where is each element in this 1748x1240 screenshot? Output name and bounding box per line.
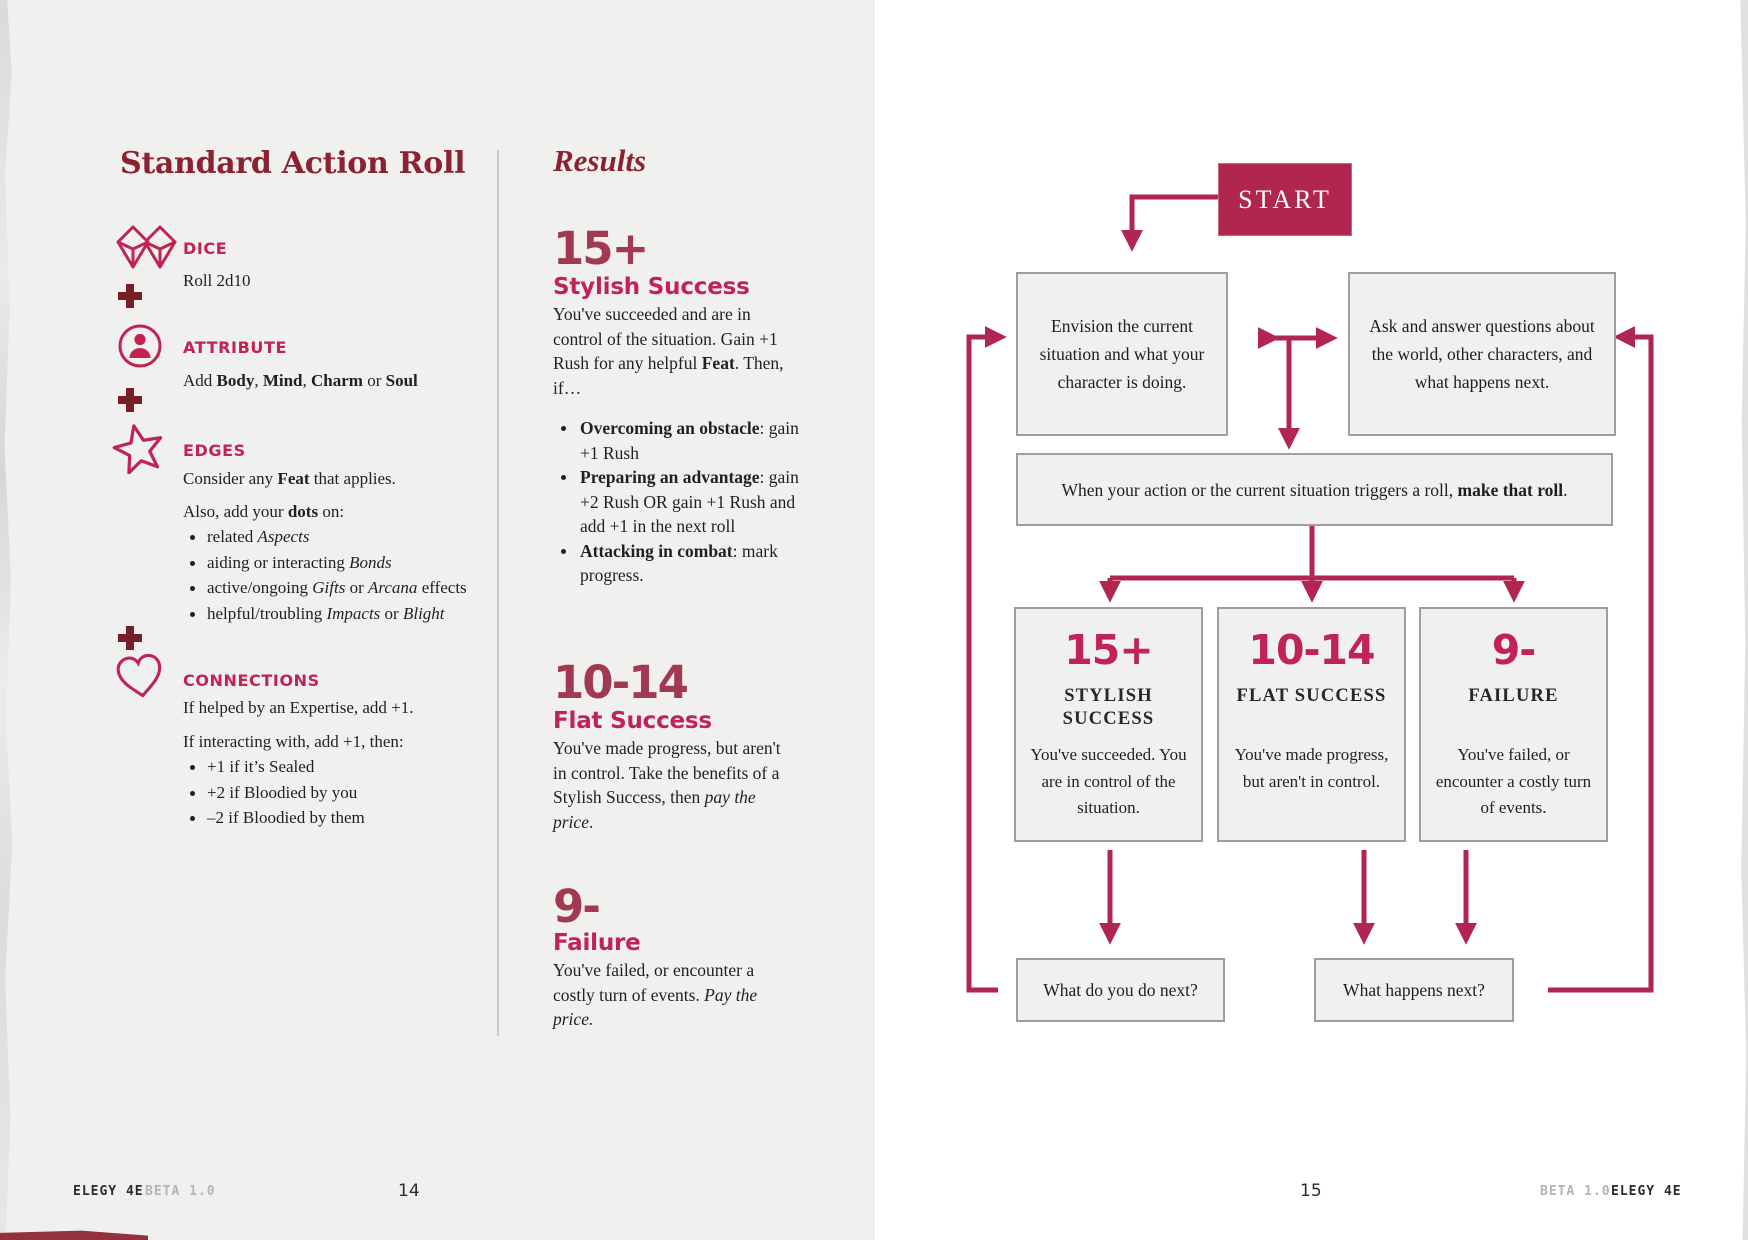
text-run: or — [345, 578, 369, 597]
heart-icon — [114, 653, 166, 701]
text-run: Aspects — [257, 527, 310, 546]
list-item — [553, 465, 803, 539]
list-item — [183, 524, 467, 550]
result-15-name: Stylish Success — [553, 274, 750, 300]
text-run: . — [588, 811, 594, 832]
result-10-body — [553, 736, 797, 834]
text-run: When your action or the current situation triggers a roll, — [1061, 479, 1458, 500]
result-9-body — [553, 958, 797, 1032]
outcome-number: 9- — [1491, 626, 1536, 674]
flow-outcome-failure-box — [1419, 607, 1608, 842]
connections-label: CONNECTIONS — [183, 671, 320, 690]
text-run: You've succeeded and are in control of the situation. Gain +1 Rush for any helpful — [553, 304, 778, 373]
flow-ask-text: Ask and answer questions about the world, other characters, and what happens next. — [1369, 316, 1595, 392]
text-run: Overcoming an obstacle — [580, 418, 760, 438]
flow-envision-text: Envision the current situation and what your character is doing. — [1039, 316, 1205, 392]
text-run: You've made progress, but aren't in control. Take the benefits of a Stylish Success, then — [553, 738, 781, 807]
page-title: Standard Action Roll — [120, 146, 466, 181]
result-10-number: 10-14 — [553, 656, 687, 709]
text-run: Bonds — [349, 552, 392, 572]
outcome-name: STYLISH SUCCESS — [1062, 686, 1155, 729]
text-run: helpful/troubling — [207, 603, 327, 623]
text-run: . Then, if… — [553, 353, 784, 398]
connections-p2: If interacting with, add +1, then: — [183, 732, 404, 751]
result-15-body — [553, 302, 797, 400]
list-item: +1 if it’s Sealed — [183, 754, 365, 780]
text-run: Pay the price. — [553, 984, 758, 1029]
connections-bullets — [183, 754, 365, 831]
text-run: Blight — [402, 603, 445, 623]
result-15-bullets — [553, 416, 803, 588]
text-run: active/ongoing — [207, 578, 313, 597]
text-run: Arcana — [368, 578, 418, 597]
outcome-number: 10-14 — [1248, 626, 1375, 674]
page-right — [875, 0, 1748, 1240]
list-item: +2 if Bloodied by you — [183, 780, 365, 806]
footer-beta: BETA 1.0 — [145, 1184, 216, 1199]
list-item — [553, 539, 803, 588]
loop-left-to-envision — [969, 337, 998, 990]
flow-next-player-text: What do you do next? — [1043, 980, 1198, 1000]
list-item — [553, 416, 803, 465]
text-run: or — [380, 603, 403, 623]
text-run: Also, add your — [183, 502, 288, 521]
edges-p2 — [183, 499, 344, 524]
flow-ask-box — [1348, 272, 1616, 436]
flow-start-box: START — [1218, 163, 1352, 236]
outcome-body: You've failed, or encounter a costly turn of events. — [1435, 745, 1592, 817]
result-9-name: Failure — [553, 930, 641, 956]
text-run: Body — [216, 371, 255, 390]
arrow-start-to-envision — [1132, 197, 1218, 232]
flow-next-world-box — [1314, 958, 1514, 1022]
flow-envision-box — [1016, 272, 1228, 436]
text-run: Feat — [277, 469, 310, 488]
text-run: or — [362, 371, 386, 390]
star-icon — [112, 422, 166, 474]
text-run: Impacts — [326, 603, 381, 623]
outcome-name: FAILURE — [1468, 686, 1559, 706]
text-run: Attacking in combat — [580, 540, 733, 561]
list-item: –2 if Bloodied by them — [183, 805, 365, 831]
plus-icon — [118, 388, 142, 412]
results-heading: Results — [553, 143, 647, 178]
page-number-right: 15 — [1300, 1181, 1322, 1201]
outcome-name: FLAT SUCCESS — [1236, 686, 1387, 706]
outcome-body: You've made progress, but aren't in control. — [1234, 745, 1389, 791]
text-run: : gain +2 Rush OR gain +1 Rush and add +1 in the next roll — [580, 467, 799, 536]
text-run: that applies. — [309, 469, 396, 488]
text-run: dots — [287, 502, 319, 521]
flow-trigger-box — [1016, 453, 1613, 526]
flow-trigger-text — [1048, 476, 1580, 504]
result-9-number: 9- — [553, 880, 599, 933]
list-item — [183, 575, 467, 601]
text-run: You've failed, or encounter a costly turn of events. — [553, 960, 755, 1005]
result-10-name: Flat Success — [553, 708, 712, 734]
text-run: Feat — [701, 353, 735, 373]
text-run: Soul — [385, 371, 418, 390]
plus-icon — [118, 626, 142, 650]
edges-p1 — [183, 466, 396, 491]
attribute-label: ATTRIBUTE — [183, 338, 288, 357]
flow-outcome-flat-box — [1217, 607, 1406, 842]
text-run: Preparing an advantage — [580, 467, 760, 487]
text-run: Add — [183, 371, 217, 390]
edges-label: EDGES — [183, 441, 246, 460]
text-run: related — [207, 527, 258, 546]
plus-icon — [118, 284, 142, 308]
text-run: , — [254, 371, 263, 390]
column-divider — [497, 150, 499, 1036]
text-run: aiding or interacting — [207, 552, 350, 572]
text-run: Gifts — [312, 578, 346, 597]
text-run: pay the price — [553, 787, 756, 832]
flow-next-player-box — [1016, 958, 1225, 1022]
list-item — [183, 550, 467, 576]
attribute-body — [183, 368, 418, 393]
edges-bullets — [183, 524, 467, 626]
text-run: , — [302, 371, 312, 390]
dice-body: Roll 2d10 — [183, 271, 251, 290]
text-run: : mark progress. — [580, 540, 778, 585]
text-run: : gain +1 Rush — [580, 418, 799, 463]
text-run: Charm — [311, 371, 363, 390]
result-15-number: 15+ — [553, 222, 648, 275]
text-run: effects — [417, 578, 467, 597]
outcome-body: You've succeeded. You are in control of the situation. — [1030, 745, 1187, 817]
person-icon — [116, 322, 164, 370]
text-run: make that roll — [1457, 479, 1564, 500]
outcome-number: 15+ — [1064, 626, 1153, 674]
list-item — [183, 601, 467, 627]
text-run: Consider any — [183, 469, 278, 488]
footer-beta: BETA 1.0 — [1540, 1184, 1611, 1199]
page-number-left: 14 — [398, 1181, 420, 1201]
footer-brand: ELEGY 4E — [1611, 1184, 1682, 1199]
text-run: on: — [318, 502, 345, 521]
connections-p1: If helped by an Expertise, add +1. — [183, 698, 414, 717]
text-run: Mind — [262, 371, 303, 390]
text-run: . — [1563, 479, 1568, 500]
flow-outcome-stylish-box — [1014, 607, 1203, 842]
dice-icon — [116, 224, 178, 270]
flow-next-world-text: What happens next? — [1343, 980, 1485, 1000]
footer-brand: ELEGY 4E — [73, 1184, 144, 1199]
dice-label: DICE — [183, 239, 228, 258]
